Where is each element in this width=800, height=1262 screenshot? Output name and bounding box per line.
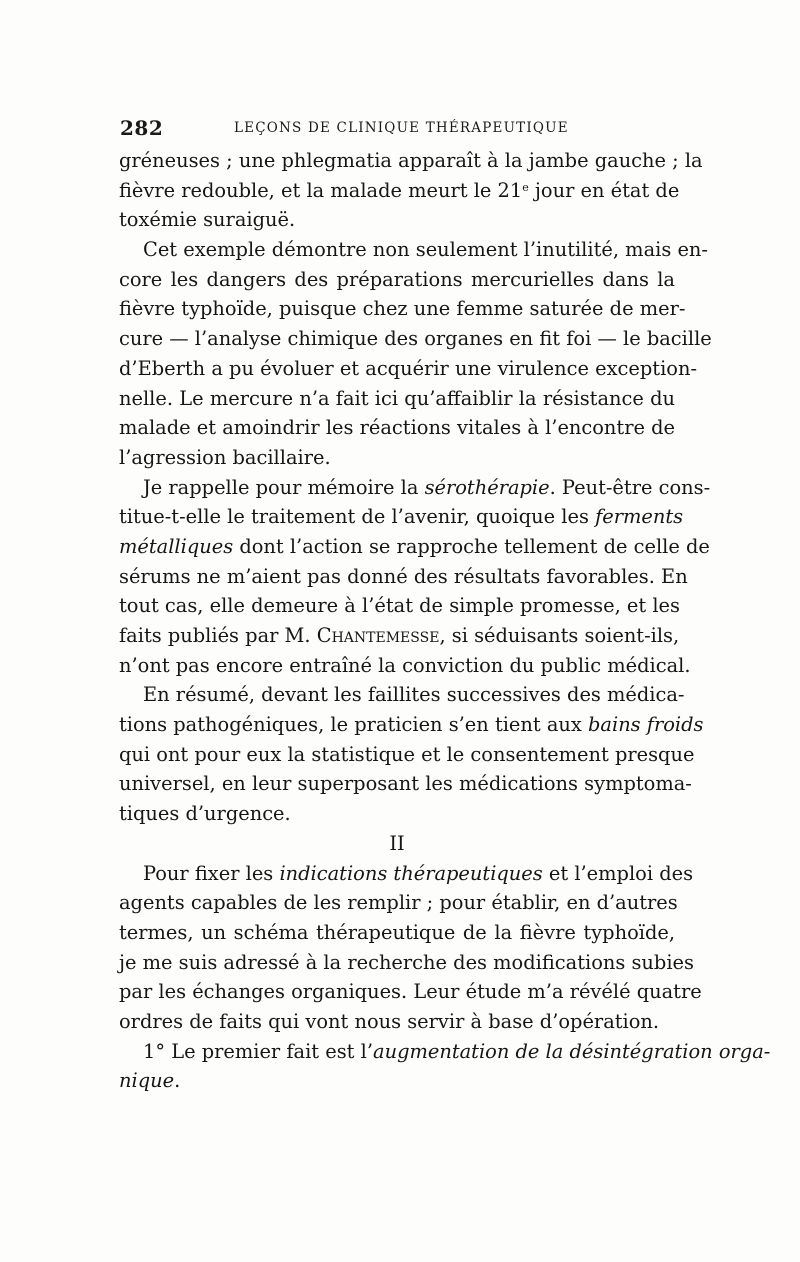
text-line: core les dangers des préparations mercurielles dans la — [119, 267, 675, 291]
text-line: termes, un schéma thérapeutique de la fièvre typhoïde, — [119, 920, 675, 944]
text-line: nique. — [119, 1069, 181, 1093]
text-line: universel, en leur superposant les médications symptoma- — [119, 772, 692, 796]
emphasis: indications thérapeutiques — [279, 861, 543, 885]
text-line: 1° Le premier fait est l’augmentation de la désintégration orga- — [143, 1039, 771, 1063]
text-line: agents capables de les remplir ; pour établir, en d’autres — [119, 891, 678, 915]
emphasis: nique — [119, 1069, 175, 1093]
body-text — [119, 146, 771, 1096]
emphasis: métalliques — [119, 534, 234, 558]
text-line: malade et amoindrir les réactions vitales à l’encontre de — [119, 416, 676, 440]
emphasis: bains froids — [588, 713, 704, 737]
emphasis: sérothérapie — [424, 475, 550, 499]
text-line: tions pathogéniques, le praticien s’en tient aux bains froids — [119, 713, 704, 737]
page-number: 282 — [120, 116, 164, 140]
author-name: Chantemesse — [316, 624, 440, 647]
text-line: Je rappelle pour mémoire la sérothérapie. Peut-être cons- — [143, 475, 711, 499]
text-line: tout cas, elle demeure à l’état de simple promesse, et les — [119, 594, 680, 618]
text-line: toxémie suraiguë. — [119, 208, 296, 232]
text-line: Pour fixer les indications thérapeutiques et l’emploi des — [143, 861, 694, 885]
text-line: je me suis adressé à la recherche des modifications subies — [119, 950, 694, 974]
text-line: faits publiés par M. Chantemesse, si séduisants soient-ils, — [119, 624, 680, 647]
text-line: nelle. Le mercure n’a fait ici qu’affaiblir la résistance du — [119, 386, 675, 410]
text-line: titue-t-elle le traitement de l’avenir, quoique les ferments — [119, 505, 684, 529]
text-line: qui ont pour eux la statistique et le consentement presque — [119, 742, 695, 766]
text-line: cure — l’analyse chimique des organes en fit foi — le bacille — [119, 327, 712, 351]
text-line: n’ont pas encore entraîné la conviction du public médical. — [119, 653, 691, 677]
emphasis: ferments — [595, 505, 684, 529]
running-head: LEÇONS DE CLINIQUE THÉRAPEUTIQUE — [234, 120, 569, 136]
text-line: Cet exemple démontre non seulement l’inutilité, mais en- — [143, 238, 708, 262]
section-heading: II — [389, 831, 405, 855]
emphasis: augmentation de la désintégration orga- — [373, 1039, 771, 1063]
text-line: gréneuses ; une phlegmatia apparaît à la jambe gauche ; la — [119, 149, 703, 172]
text-line: d’Eberth a pu évoluer et acquérir une virulence exception- — [119, 356, 698, 380]
text-line: En résumé, devant les faillites successives des médica- — [143, 683, 685, 707]
text-line: sérums ne m’aient pas donné des résultats favorables. En — [119, 564, 688, 588]
text-line: ordres de faits qui vont nous servir à base d’opération. — [119, 1009, 660, 1033]
text-line: l’agression bacillaire. — [119, 445, 331, 469]
text-line: tiques d’urgence. — [119, 802, 291, 826]
text-line: fièvre redouble, et la malade meurt le 21e jour en état de — [119, 178, 680, 202]
page-header — [120, 116, 680, 140]
superscript: e — [522, 180, 529, 194]
text-line: métalliques dont l’action se rapproche tellement de celle de — [119, 534, 710, 558]
text-line: fièvre typhoïde, puisque chez une femme saturée de mer- — [119, 297, 686, 321]
text-line: par les échanges organiques. Leur étude m’a révélé quatre — [119, 980, 702, 1004]
